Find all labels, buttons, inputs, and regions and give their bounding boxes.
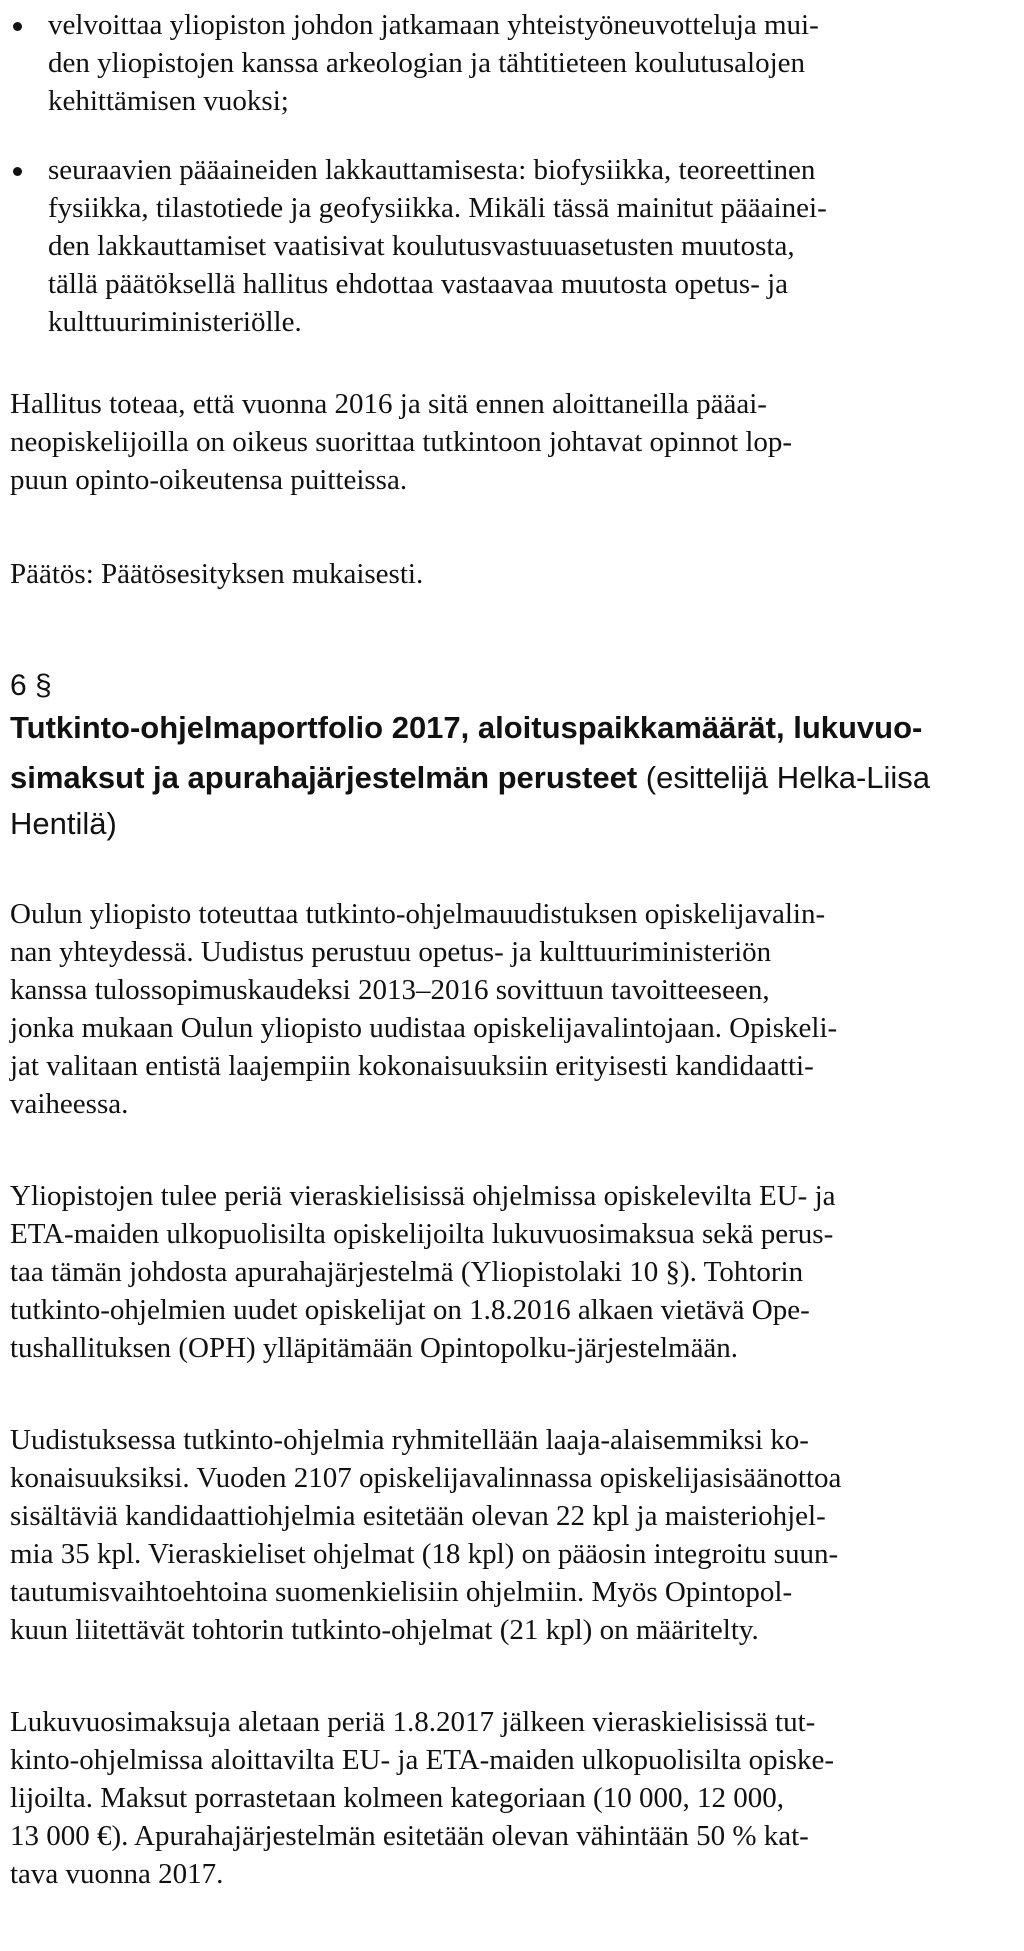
text-line: Uudistuksessa tutkinto-ohjelmia ryhmitellään laaja-alaisemmiksi ko- bbox=[10, 1424, 809, 1456]
text-line: 13 000 €). Apurahajärjestelmän esitetään olevan vähintään 50 % kat- bbox=[10, 1820, 809, 1852]
section-title-line bbox=[10, 802, 117, 846]
text-line: Yliopistojen tulee periä vieraskielisissä ohjelmissa opiskelevilta EU- ja bbox=[10, 1180, 836, 1212]
text-line: nan yhteydessä. Uudistus perustuu opetus- ja kulttuuriministeriön bbox=[10, 936, 772, 968]
text-line: ETA-maiden ulkopuolisilta opiskelijoilta lukuvuosimaksua sekä perus- bbox=[10, 1218, 834, 1250]
text-line: seuraavien pääaineiden lakkauttamisesta: biofysiikka, teoreettinen bbox=[48, 154, 816, 186]
text-line: fysiikka, tilastotiede ja geofysiikka. Mikäli tässä mainitut pääainei- bbox=[48, 192, 827, 224]
text-line: tushallituksen (OPH) ylläpitämään Opintopolku-järjestelmään. bbox=[10, 1332, 739, 1364]
text-line: kinto-ohjelmissa aloittavilta EU- ja ETA-maiden ulkopuolisilta opiske- bbox=[10, 1744, 835, 1776]
bullet-dot bbox=[13, 167, 22, 176]
section-title-bold: Tutkinto-ohjelmaportfolio 2017, aloituspaikkamäärät, lukuvuo- bbox=[10, 710, 923, 745]
text-line: tällä päätöksellä hallitus ehdottaa vastaavaa muutosta opetus- ja bbox=[48, 268, 789, 300]
section-title-line bbox=[10, 706, 922, 750]
text-line: tautumisvaihtoehtoina suomenkielisiin ohjelmiin. Myös Opintopol- bbox=[10, 1576, 793, 1608]
section-title-line bbox=[10, 756, 930, 800]
text-line: neopiskelijoilla on oikeus suorittaa tutkintoon johtavat opinnot lop- bbox=[10, 426, 793, 458]
text-line: vaiheessa. bbox=[10, 1088, 129, 1120]
text-line: Lukuvuosimaksuja aletaan periä 1.8.2017 jälkeen vieraskielisissä tut- bbox=[10, 1706, 816, 1738]
section-presenter: Hentilä) bbox=[10, 806, 117, 841]
text-line: kehittämisen vuoksi; bbox=[48, 85, 289, 117]
section-number: 6 § bbox=[10, 669, 52, 702]
text-line: den yliopistojen kanssa arkeologian ja tähtitieteen koulutusalojen bbox=[48, 47, 806, 79]
text-line: tava vuonna 2017. bbox=[10, 1858, 224, 1890]
text-line: Oulun yliopisto toteuttaa tutkinto-ohjelmauudistuksen opiskelijavalin- bbox=[10, 898, 826, 930]
text-line: velvoittaa yliopiston johdon jatkamaan yhteistyöneuvotteluja mui- bbox=[48, 9, 819, 41]
text-line: puun opinto-oikeutensa puitteissa. bbox=[10, 464, 408, 496]
text-line: kulttuuriministeriölle. bbox=[48, 306, 302, 338]
text-line: lijoilta. Maksut porrastetaan kolmeen kategoriaan (10 000, 12 000, bbox=[10, 1782, 784, 1814]
text-line: tutkinto-ohjelmien uudet opiskelijat on 1.8.2016 alkaen vietävä Ope- bbox=[10, 1294, 810, 1326]
text-line: konaisuuksiksi. Vuoden 2107 opiskelijavalinnassa opiskelijasisäänottoa bbox=[10, 1462, 842, 1494]
text-line: jat valitaan entistä laajempiin kokonaisuuksiin erityisesti kandidaatti- bbox=[10, 1050, 814, 1082]
decision-text: Päätös: Päätösesityksen mukaisesti. bbox=[10, 558, 424, 590]
text-line: Hallitus toteaa, että vuonna 2016 ja sitä ennen aloittaneilla pääai- bbox=[10, 388, 767, 420]
text-line: sisältäviä kandidaattiohjelmia esitetään olevan 22 kpl ja maisteriohjel- bbox=[10, 1500, 826, 1532]
text-line: taa tämän johdosta apurahajärjestelmä (Yliopistolaki 10 §). Tohtorin bbox=[10, 1256, 804, 1288]
section-title-bold: simaksut ja apurahajärjestelmän perusteet bbox=[10, 760, 638, 795]
text-line: den lakkauttamiset vaatisivat koulutusvastuuasetusten muutosta, bbox=[48, 230, 795, 262]
text-line: kanssa tulossopimuskaudeksi 2013–2016 sovittuun tavoitteeseen, bbox=[10, 974, 770, 1006]
text-line: mia 35 kpl. Vieraskieliset ohjelmat (18 kpl) on pääosin integroitu suun- bbox=[10, 1538, 839, 1570]
bullet-dot bbox=[13, 22, 22, 31]
text-line: kuun liitettävät tohtorin tutkinto-ohjelmat (21 kpl) on määritelty. bbox=[10, 1614, 759, 1646]
section-presenter: (esittelijä Helka-Liisa bbox=[637, 760, 931, 795]
text-line: jonka mukaan Oulun yliopisto uudistaa opiskelijavalintojaan. Opiskeli- bbox=[10, 1012, 838, 1044]
